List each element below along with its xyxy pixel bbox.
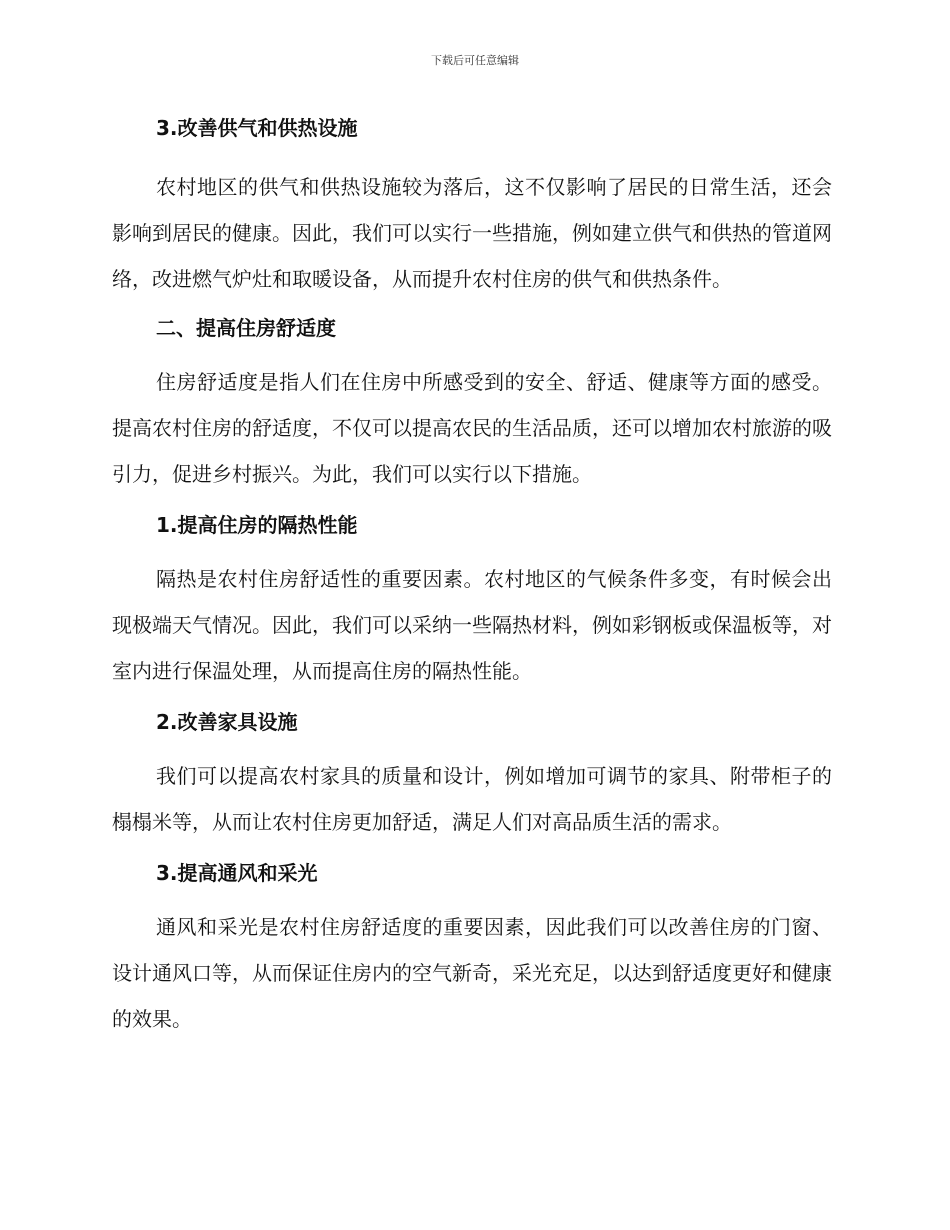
- page-header: 下载后可任意编辑: [431, 54, 519, 67]
- section-heading-ventilation: 3.提高通风和采光: [156, 861, 318, 885]
- section-paragraph-supply-heating: 农村地区的供气和供热设施较为落后，这不仅影响了居民的日常生活，还会影响到居民的健康。因此，我们可以实行一些措施，例如建立供气和供热的管道网络，改进燃气炉灶和取暖设备，从而提升农村住房的供气和供热条件。: [112, 175, 832, 291]
- section-heading-comfort: 二、提高住房舒适度: [156, 316, 336, 340]
- section-paragraph-comfort: 住房舒适度是指人们在住房中所感受到的安全、舒适、健康等方面的感受。提高农村住房的舒适度，不仅可以提高农民的生活品质，还可以增加农村旅游的吸引力，促进乡村振兴。为此，我们可以实行以下措施。: [112, 370, 832, 486]
- section-paragraph-ventilation: 通风和采光是农村住房舒适度的重要因素，因此我们可以改善住房的门窗、设计通风口等，从而保证住房内的空气新奇，采光充足，以达到舒适度更好和健康的效果。: [112, 915, 832, 1031]
- section-heading-supply-heating: 3.改善供气和供热设施: [156, 116, 358, 140]
- section-heading-insulation: 1.提高住房的隔热性能: [156, 513, 358, 537]
- section-paragraph-furniture: 我们可以提高农村家具的质量和设计，例如增加可调节的家具、附带柜子的榻榻米等，从而让农村住房更加舒适，满足人们对高品质生活的需求。: [112, 764, 832, 834]
- section-heading-furniture: 2.改善家具设施: [156, 710, 298, 734]
- document-body: [112, 110, 832, 1042]
- section-paragraph-insulation: 隔热是农村住房舒适性的重要因素。农村地区的气候条件多变，有时候会出现极端天气情况。因此，我们可以采纳一些隔热材料，例如彩钢板或保温板等，对室内进行保温处理，从而提高住房的隔热性能。: [112, 567, 832, 683]
